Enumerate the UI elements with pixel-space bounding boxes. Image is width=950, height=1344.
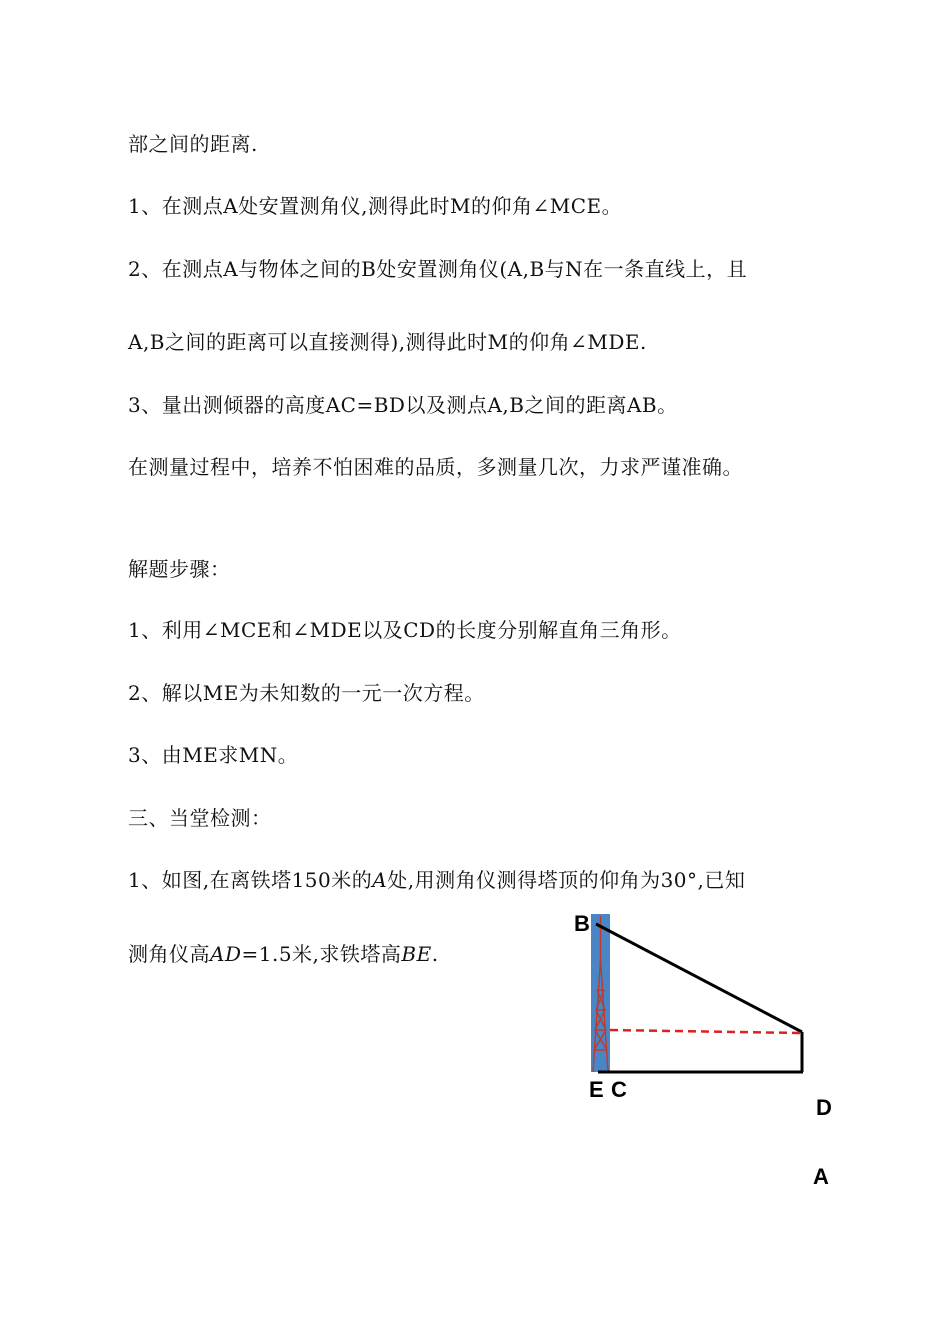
solution-step-2: 2、解以ME为未知数的一元一次方程。 bbox=[128, 681, 485, 705]
question-1-line-1 bbox=[128, 867, 745, 893]
q1-var-a: A bbox=[372, 868, 388, 892]
label-b: B bbox=[574, 911, 590, 936]
test-heading: 三、当堂检测： bbox=[128, 806, 272, 830]
dashed-horizontal-line bbox=[610, 1030, 800, 1033]
line-step-1: 1、在测点A处安置测角仪,测得此时M的仰角∠MCE。 bbox=[128, 194, 623, 218]
line-step-3: 3、量出测倾器的高度AC=BD以及测点A,B之间的距离AB。 bbox=[128, 393, 678, 417]
solution-step-1: 1、利用∠MCE和∠MDE以及CD的长度分别解直角三角形。 bbox=[128, 618, 682, 642]
q1-line2-part3: . bbox=[431, 942, 439, 966]
question-1-line-2 bbox=[128, 941, 439, 967]
line-intro-0: 部之间的距离. bbox=[128, 132, 258, 156]
q1-text-part2: 处,用测角仪测得塔顶的仰角为30°,已知 bbox=[387, 868, 746, 892]
q1-var-be: BE bbox=[401, 942, 432, 966]
solution-heading: 解题步骤： bbox=[128, 557, 231, 581]
line-note: 在测量过程中，培养不怕困难的品质，多测量几次，力求严谨准确。 bbox=[128, 455, 743, 479]
line-step-2b: A,B之间的距离可以直接测得),测得此时M的仰角∠MDE. bbox=[128, 330, 647, 354]
label-d: D bbox=[816, 1095, 832, 1120]
q1-text-part1: 1、如图,在离铁塔150米的 bbox=[128, 868, 373, 892]
solution-step-3: 3、由ME求MN。 bbox=[128, 743, 299, 767]
label-c: C bbox=[611, 1077, 627, 1102]
tower-figure-svg bbox=[560, 900, 860, 1200]
q1-line2-part1: 测角仪高 bbox=[128, 942, 210, 966]
label-a: A bbox=[813, 1164, 829, 1189]
line-step-2a: 2、在测点A与物体之间的B处安置测角仪(A,B与N在一条直线上，且 bbox=[128, 257, 748, 281]
q1-var-ad: AD bbox=[210, 942, 242, 966]
label-e: E bbox=[589, 1077, 604, 1102]
tower-figure bbox=[560, 900, 860, 1200]
q1-line2-part2: =1.5米,求铁塔高 bbox=[241, 942, 402, 966]
sight-line-bd bbox=[596, 924, 802, 1032]
